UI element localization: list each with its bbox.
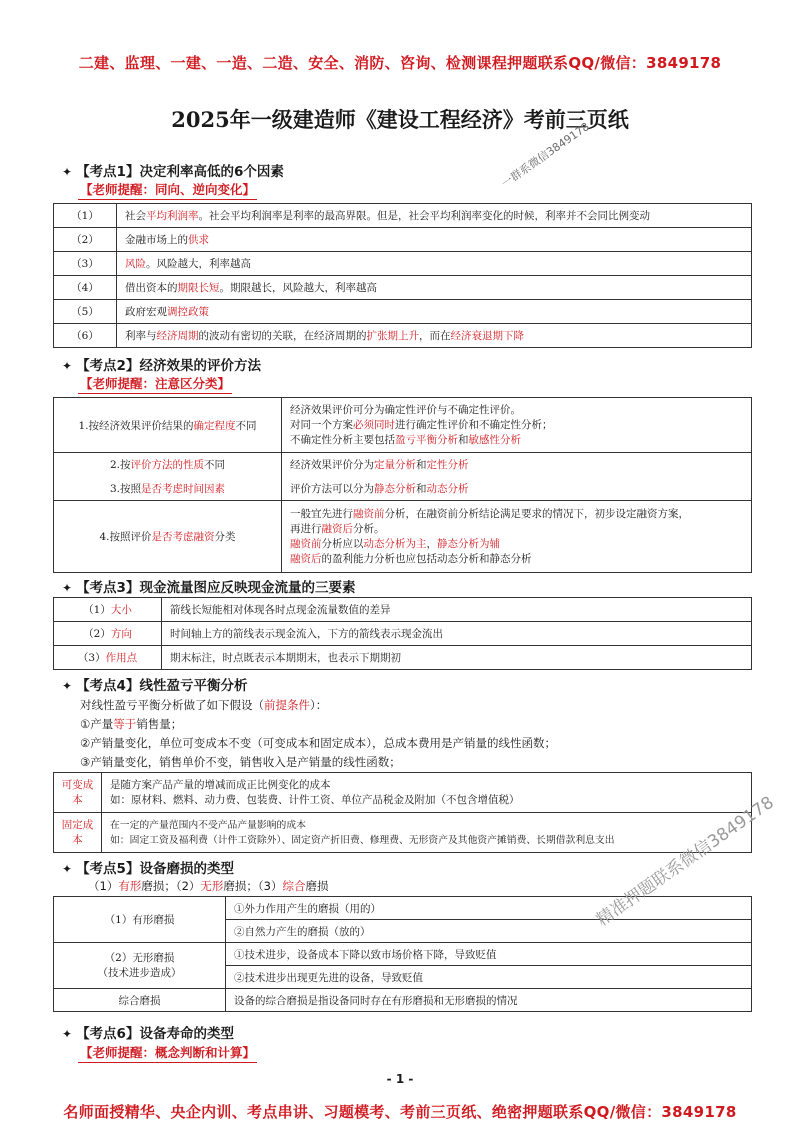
assumption-3: ③产销量变化，销售单价不变，销售收入是产销量的线性函数； bbox=[80, 755, 401, 769]
section-1-heading bbox=[62, 160, 284, 180]
section-2-heading bbox=[62, 354, 261, 374]
method-label: 2.按评价方法的性质不同 bbox=[54, 453, 282, 477]
table-row bbox=[54, 598, 752, 622]
row-text: 金融市场上的供求 bbox=[117, 228, 752, 252]
row-number: （2） bbox=[54, 228, 117, 252]
section-2-tip: 【老师提醒：注意区分类】 bbox=[78, 374, 232, 394]
method-desc: 经济效果评价分为定量分析和定性分析 bbox=[282, 453, 752, 477]
evaluation-methods-table bbox=[53, 397, 752, 573]
table-row bbox=[54, 453, 752, 477]
section-5-title: 【考点5】设备磨损的类型 bbox=[76, 861, 234, 877]
table-row bbox=[54, 646, 752, 670]
page-title: 2025年一级建造师《建设工程经济》考前三页纸 bbox=[171, 107, 629, 132]
star-icon: ✦ bbox=[62, 581, 73, 595]
watermark-small: 一群系微信3849178 bbox=[499, 119, 592, 191]
tangible-wear-1: ①外力作用产生的磨损（用的） bbox=[226, 897, 752, 920]
table-row bbox=[54, 300, 752, 324]
variable-cost-label: 可变成本 bbox=[54, 773, 102, 813]
assumption-intro: 对线性盈亏平衡分析做了如下假设（前提条件）： bbox=[80, 698, 328, 712]
star-icon: ✦ bbox=[62, 679, 73, 693]
star-icon: ✦ bbox=[62, 165, 73, 179]
footer-advert: 名师面授精华、央企内训、考点串讲、习题模考、考前三页纸、绝密押题联系QQ/微信：3849178 bbox=[63, 1103, 737, 1121]
intangible-wear-label: （2）无形磨损 （技术进步造成） bbox=[54, 943, 226, 989]
combined-wear-desc: 设备的综合磨损是指设备同时存在有形磨损和无形磨损的情况 bbox=[226, 989, 752, 1012]
section-3-heading bbox=[62, 576, 355, 596]
variable-cost-desc: 是随方案产品产量的增减而成正比例变化的成本 如：原材料、燃料、动力费、包装费、计件工资、单位产品税金及附加（不包含增值税） bbox=[102, 773, 752, 813]
table-row bbox=[54, 324, 752, 348]
row-text: 利率与经济周期的波动有密切的关联，在经济周期的扩张期上升，而在经济衰退期下降 bbox=[117, 324, 752, 348]
table-row bbox=[54, 622, 752, 646]
table-row bbox=[54, 252, 752, 276]
section-3-title: 【考点3】现金流量图应反映现金流量的三要素 bbox=[76, 580, 356, 596]
method-label: 3.按照是否考虑时间因素 bbox=[54, 477, 282, 501]
combined-wear-label: 综合磨损 bbox=[54, 989, 226, 1012]
row-number: （4） bbox=[54, 276, 117, 300]
table-row bbox=[54, 501, 752, 573]
row-text: 政府宏观调控政策 bbox=[117, 300, 752, 324]
page-number: - 1 - bbox=[386, 1072, 414, 1086]
section-2-title: 【考点2】经济效果的评价方法 bbox=[76, 358, 261, 374]
table-row bbox=[54, 204, 752, 228]
fixed-cost-desc: 在一定的产量范围内不受产品产量影响的成本 如：固定工资及福利费（计件工资除外）、固定资产折旧费、修理费、无形资产及其他资产摊销费、长期借款利息支出 bbox=[102, 813, 752, 853]
star-icon: ✦ bbox=[62, 359, 73, 373]
method-desc: 评价方法可以分为静态分析和动态分析 bbox=[282, 477, 752, 501]
cost-types-table bbox=[53, 772, 752, 853]
row-number: （5） bbox=[54, 300, 117, 324]
cash-flow-elements-table bbox=[53, 597, 752, 670]
section-6-tip: 【老师提醒：概念判断和计算】 bbox=[78, 1043, 257, 1063]
table-row bbox=[54, 773, 752, 813]
method-label: 1.按经济效果评价结果的确定程度不同 bbox=[54, 398, 282, 453]
method-desc: 一般宜先进行融资前分析，在融资前分析结论满足要求的情况下，初步设定融资方案， 再进行融资后分析。 融资前分析应以动态分析为主，静态分析为辅 融资后的盈利能力分析也应包括动态分析和静态分析 bbox=[282, 501, 752, 573]
element-label: （3）作用点 bbox=[54, 646, 162, 670]
section-4-title: 【考点4】线性盈亏平衡分析 bbox=[76, 678, 248, 694]
table-row bbox=[54, 943, 752, 966]
section-1-tip: 【老师提醒：同向、逆向变化】 bbox=[78, 180, 257, 200]
tangible-wear-label: （1）有形磨损 bbox=[54, 897, 226, 943]
star-icon: ✦ bbox=[62, 1027, 73, 1041]
fixed-cost-label: 固定成本 bbox=[54, 813, 102, 853]
interest-factors-table bbox=[53, 203, 752, 348]
row-number: （3） bbox=[54, 252, 117, 276]
section-5-heading bbox=[62, 857, 234, 877]
star-icon: ✦ bbox=[62, 862, 73, 876]
assumption-1: ①产量等于销售量； bbox=[80, 717, 183, 731]
method-label: 4.按照评价是否考虑融资分类 bbox=[54, 501, 282, 573]
table-row bbox=[54, 398, 752, 453]
row-text: 借出资本的期限长短。期限越长，风险越大，利率越高 bbox=[117, 276, 752, 300]
equipment-wear-table bbox=[53, 896, 752, 1012]
intangible-wear-1: ①技术进步，设备成本下降以致市场价格下降，导致贬值 bbox=[226, 943, 752, 966]
element-desc: 箭线长短能相对体现各时点现金流量数值的差异 bbox=[162, 598, 752, 622]
section-4-heading bbox=[62, 674, 247, 694]
table-row bbox=[54, 228, 752, 252]
table-row bbox=[54, 813, 752, 853]
row-text: 社会平均利润率。社会平均利润率是利率的最高界限。但是，社会平均利润率变化的时候，利率并不会同比例变动 bbox=[117, 204, 752, 228]
element-label: （1）大小 bbox=[54, 598, 162, 622]
section-6-title: 【考点6】设备寿命的类型 bbox=[76, 1026, 234, 1042]
header-advert: 二建、监理、一建、一造、二造、安全、消防、咨询、检测课程押题联系QQ/微信：3849178 bbox=[78, 54, 722, 72]
wear-types-line: （1）有形磨损；（2）无形磨损；（3）综合磨损 bbox=[88, 879, 329, 893]
element-label: （2）方向 bbox=[54, 622, 162, 646]
section-6-heading bbox=[62, 1022, 234, 1042]
tangible-wear-2: ②自然力产生的磨损（放的） bbox=[226, 920, 752, 943]
table-row bbox=[54, 989, 752, 1012]
row-number: （6） bbox=[54, 324, 117, 348]
table-row bbox=[54, 477, 752, 501]
table-row bbox=[54, 276, 752, 300]
row-number: （1） bbox=[54, 204, 117, 228]
element-desc: 时间轴上方的箭线表示现金流入，下方的箭线表示现金流出 bbox=[162, 622, 752, 646]
method-desc: 经济效果评价可分为确定性评价与不确定性评价。 对同一个方案必须同时进行确定性评价和不确定性分析； 不确定性分析主要包括盈亏平衡分析和敏感性分析 bbox=[282, 398, 752, 453]
row-text: 风险。风险越大，利率越高 bbox=[117, 252, 752, 276]
assumption-2: ②产销量变化，单位可变成本不变（可变成本和固定成本），总成本费用是产销量的线性函数； bbox=[80, 736, 557, 750]
element-desc: 期末标注，时点既表示本期期末，也表示下期期初 bbox=[162, 646, 752, 670]
watermark-large: 精准押题联系微信3849178 bbox=[592, 792, 778, 931]
section-1-title: 【考点1】决定利率高低的6个因素 bbox=[76, 164, 284, 180]
intangible-wear-2: ②技术进步出现更先进的设备，导致贬值 bbox=[226, 966, 752, 989]
